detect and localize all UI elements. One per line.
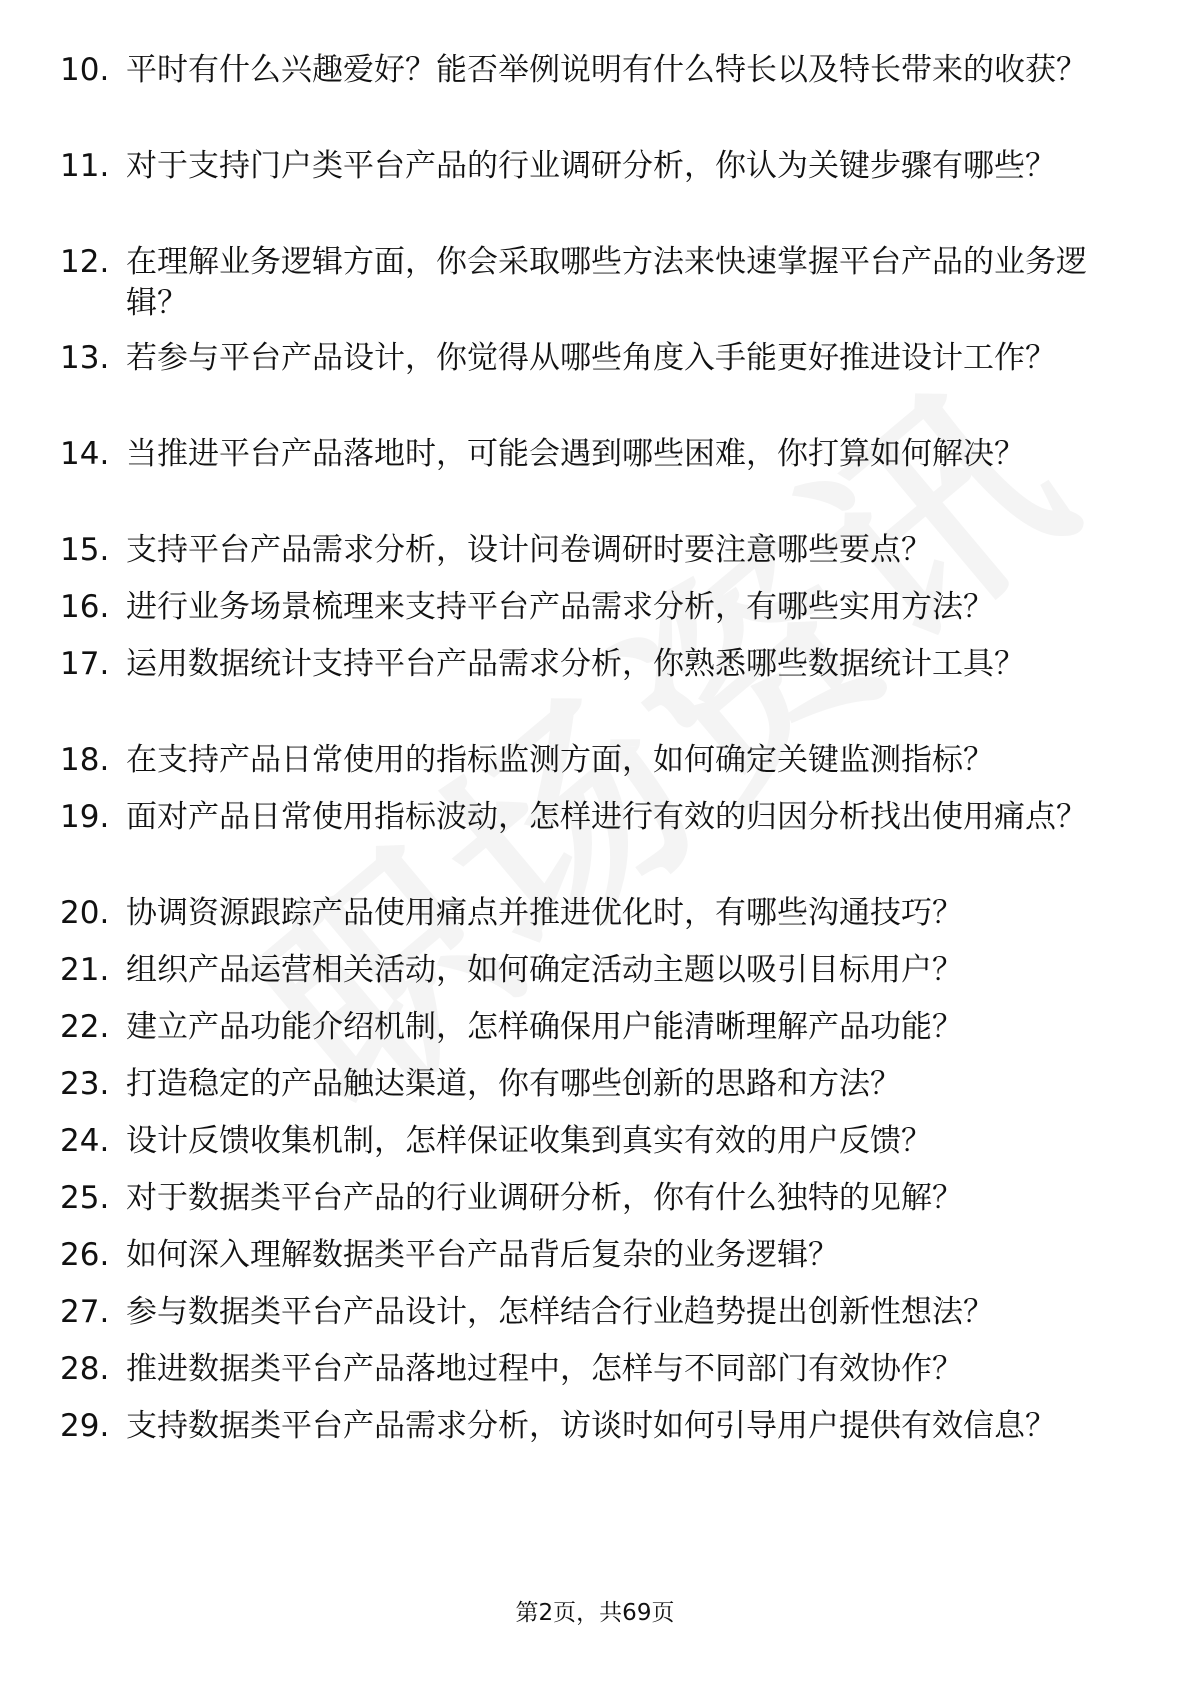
question-number: 10.: [60, 52, 110, 88]
question-number: 28.: [60, 1351, 110, 1387]
question-number: 23.: [60, 1066, 110, 1102]
list-item: [60, 797, 1120, 838]
question-number: 14.: [60, 436, 110, 472]
question-text: 对于支持门户类平台产品的行业调研分析，你认为关键步骤有哪些？: [126, 148, 1056, 184]
question-number: 19.: [60, 799, 110, 835]
list-item: [60, 1406, 1120, 1447]
question-number: 13.: [60, 340, 110, 376]
question-text: 协调资源跟踪产品使用痛点并推进优化时，有哪些沟通技巧？: [126, 895, 963, 931]
list-item: [60, 950, 1120, 991]
question-number: 24.: [60, 1123, 110, 1159]
question-text: 如何深入理解数据类平台产品背后复杂的业务逻辑？: [126, 1237, 839, 1273]
list-item: [60, 893, 1120, 934]
question-text: 若参与平台产品设计，你觉得从哪些角度入手能更好推进设计工作？: [126, 340, 1056, 376]
question-number: 17.: [60, 646, 110, 682]
page-footer: 第2页，共69页: [515, 1600, 675, 1626]
question-text: 在支持产品日常使用的指标监测方面，如何确定关键监测指标？: [126, 742, 994, 778]
question-text: 当推进平台产品落地时，可能会遇到哪些困难，你打算如何解决？: [126, 436, 1025, 472]
question-number: 26.: [60, 1237, 110, 1273]
question-text: 面对产品日常使用指标波动，怎样进行有效的归因分析找出使用痛点？: [126, 799, 1087, 835]
list-item: [60, 1007, 1120, 1048]
question-text: 支持平台产品需求分析，设计问卷调研时要注意哪些要点？: [126, 532, 932, 568]
list-item: [60, 1064, 1120, 1105]
question-number: 27.: [60, 1294, 110, 1330]
list-item: [60, 1178, 1120, 1219]
question-text: 组织产品运营相关活动，如何确定活动主题以吸引目标用户？: [126, 952, 963, 988]
list-item: [60, 242, 1120, 324]
question-text: 平时有什么兴趣爱好？能否举例说明有什么特长以及特长带来的收获？: [126, 52, 1087, 88]
question-number: 18.: [60, 742, 110, 778]
list-item: [60, 338, 1120, 379]
question-number: 15.: [60, 532, 110, 568]
question-number: 29.: [60, 1408, 110, 1444]
question-text: 打造稳定的产品触达渠道，你有哪些创新的思路和方法？: [126, 1066, 901, 1102]
list-item: [60, 1235, 1120, 1276]
question-text: 推进数据类平台产品落地过程中，怎样与不同部门有效协作？: [126, 1351, 963, 1387]
list-item: [60, 146, 1120, 187]
question-text: 参与数据类平台产品设计，怎样结合行业趋势提出创新性想法？: [126, 1294, 994, 1330]
question-number: 25.: [60, 1180, 110, 1216]
question-text: 建立产品功能介绍机制，怎样确保用户能清晰理解产品功能？: [126, 1009, 963, 1045]
question-number: 11.: [60, 148, 110, 184]
list-item: [60, 434, 1120, 475]
question-text: 运用数据统计支持平台产品需求分析，你熟悉哪些数据统计工具？: [126, 646, 1025, 682]
question-text: 对于数据类平台产品的行业调研分析，你有什么独特的见解？: [126, 1180, 963, 1216]
question-text: 在理解业务逻辑方面，你会采取哪些方法来快速掌握平台产品的业务逻辑？: [126, 244, 1087, 321]
question-number: 21.: [60, 952, 110, 988]
list-item: [60, 587, 1120, 628]
question-text: 支持数据类平台产品需求分析，访谈时如何引导用户提供有效信息？: [126, 1408, 1056, 1444]
list-item: [60, 1121, 1120, 1162]
question-number: 16.: [60, 589, 110, 625]
question-number: 22.: [60, 1009, 110, 1045]
list-item: [60, 530, 1120, 571]
list-item: [60, 50, 1120, 91]
list-item: [60, 644, 1120, 685]
question-text: 进行业务场景梳理来支持平台产品需求分析，有哪些实用方法？: [126, 589, 994, 625]
question-number: 20.: [60, 895, 110, 931]
list-item: [60, 1292, 1120, 1333]
question-text: 设计反馈收集机制，怎样保证收集到真实有效的用户反馈？: [126, 1123, 932, 1159]
list-item: [60, 740, 1120, 781]
list-item: [60, 1349, 1120, 1390]
question-number: 12.: [60, 244, 110, 280]
